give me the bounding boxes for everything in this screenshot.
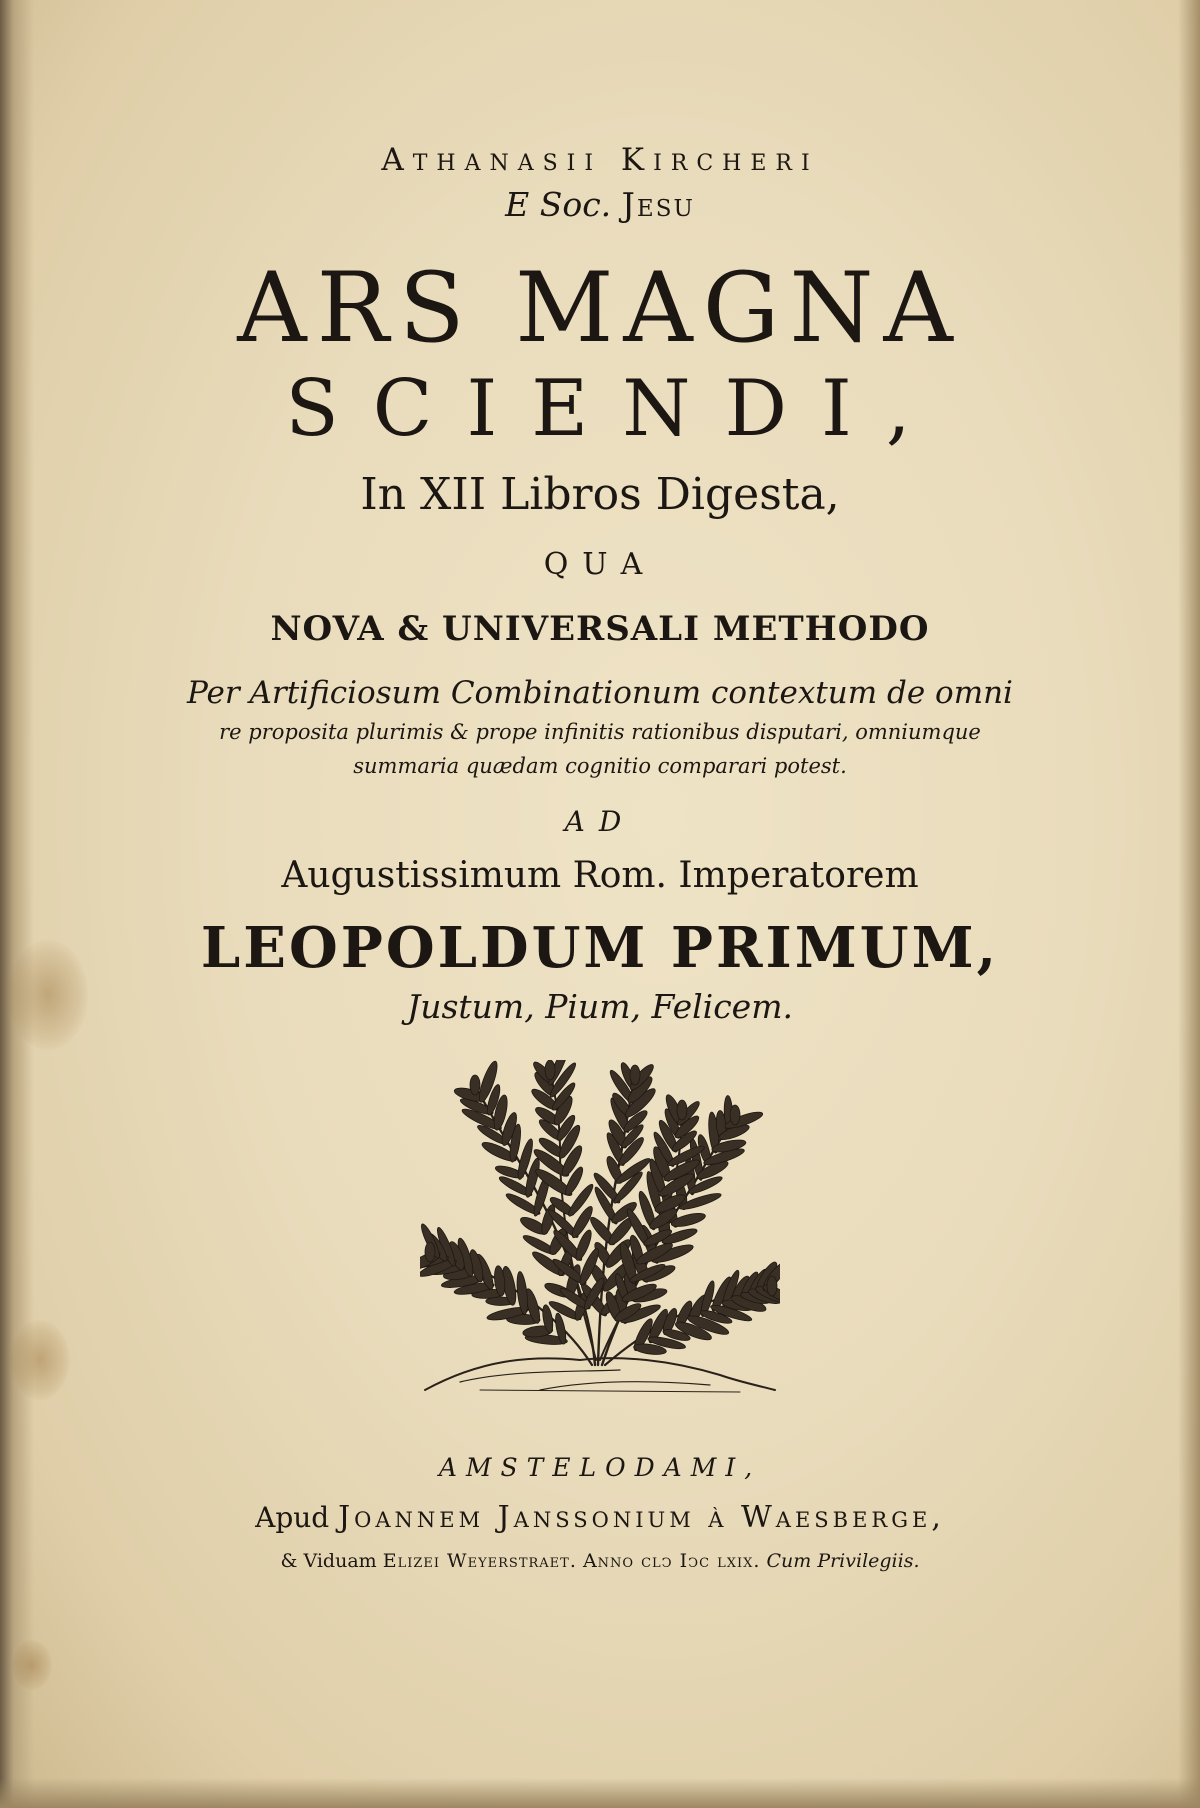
ad-line: AD xyxy=(564,805,636,838)
olive-leaf-tip xyxy=(677,1100,687,1120)
imprint-widow: & Viduam xyxy=(280,1550,377,1572)
imprint-widow-name: Elizei Weyerstraet. xyxy=(382,1550,577,1572)
olive-leaf-tip xyxy=(470,1075,480,1095)
olive-leaf-tip xyxy=(730,1105,740,1125)
olive-leaf-tip xyxy=(425,1242,435,1262)
publisher-prefix: Apud xyxy=(255,1501,330,1534)
olive-leaf-tip xyxy=(630,1065,640,1085)
imprint-line2 xyxy=(0,1552,1200,1571)
author-name: Athanasii Kircheri xyxy=(381,142,819,178)
publisher-name: Joannem Janssonium à Waesberge, xyxy=(338,1500,945,1535)
olive-leaf-tip xyxy=(545,1060,555,1080)
olive-plant-woodcut-icon xyxy=(420,1060,780,1410)
main-title-line1: ARS MAGNA xyxy=(237,252,963,364)
society-prefix: E Soc. xyxy=(505,185,612,224)
epithets-line: Justum, Pium, Felicem. xyxy=(406,987,793,1026)
dedicatee-line1: Augustissimum Rom. Imperatorem xyxy=(281,855,919,896)
description-line3: summaria quædam cognitio comparari potest. xyxy=(353,754,847,778)
society-line xyxy=(0,185,1200,224)
qua-line: QUA xyxy=(543,547,657,582)
paper-stain xyxy=(12,1640,52,1690)
method-line: NOVA & UNIVERSALI METHODO xyxy=(270,609,930,649)
dedicatee-line2: LEOPOLDUM PRIMUM, xyxy=(200,915,1000,981)
main-title-line2: SCIENDI, xyxy=(285,364,945,454)
olive-leaf-tip xyxy=(767,1276,777,1296)
imprint-year: Anno clↄ Iↄc lxix. xyxy=(582,1550,761,1572)
subtitle: In XII Libros Digesta, xyxy=(360,469,840,520)
society-name: Jesu xyxy=(621,185,695,224)
imprint-publisher-line xyxy=(0,1500,1200,1535)
page-edge-shadow-bottom xyxy=(0,1778,1200,1808)
description-line1: Per Artificiosum Combinationum contextum de omni xyxy=(187,675,1013,711)
imprint-city: AMSTELODAMI, xyxy=(438,1453,762,1482)
paper-stain xyxy=(10,1320,70,1400)
imprint-privilege: Cum Privilegiis. xyxy=(766,1550,920,1572)
description-line2: re proposita plurimis & prope infinitis rationibus disputari, omniumque xyxy=(219,720,981,744)
